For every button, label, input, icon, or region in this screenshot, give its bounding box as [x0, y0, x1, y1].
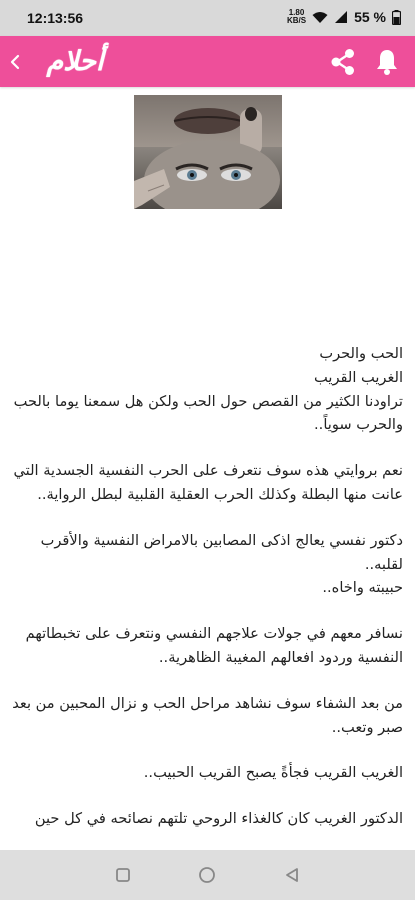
story-subtitle: الغريب القريب	[314, 368, 403, 386]
story-paragraph: نسافر معهم في جولات علاجهم النفسي ونتعرف على تخبطاتهم النفسية وردود افعالهم المغيبة الظاهرية..	[25, 625, 403, 666]
home-icon	[198, 866, 216, 884]
story-title: الحب والحرب	[319, 345, 403, 362]
share-icon	[329, 48, 357, 76]
story-paragraph: دكتور نفسي يعالج اذكى المصابين بالامراض النفسية والأقرب لقلبه..	[40, 531, 403, 573]
home-button[interactable]	[185, 850, 229, 900]
story-cover-image	[134, 95, 282, 209]
network-speed-unit: KB/S	[286, 16, 307, 25]
story-paragraph: الغريب القريب فجأةً يصبح القريب الحبيب..	[143, 764, 403, 782]
notifications-button[interactable]	[370, 36, 404, 87]
paragraph-gap	[12, 507, 403, 529]
app-logo: أحلام وعشق	[37, 46, 113, 121]
story-paragraph: نعم بروايتي هذه سوف نتعرف على الحرب النفسية الجسدية التي عانت منها البطلة وكذلك الحرب العقلية القلبية لبطل الرواية..	[13, 462, 403, 503]
cover-photo	[134, 95, 282, 209]
network-speed	[287, 9, 306, 25]
signal-icon	[334, 10, 348, 24]
story-paragraph: الدكتور الغريب كان كالغذاء الروحي تلتهم نصائحه في كل حين	[34, 810, 403, 828]
paragraph-gap	[12, 600, 403, 622]
back-nav-button[interactable]	[270, 850, 314, 900]
system-nav-bar	[0, 850, 415, 900]
app-toolbar	[0, 36, 415, 121]
story-paragraph: تراودنا الكثير من القصص حول الحب ولكن هل سمعنا يوما بالحب والحرب سوياً..	[13, 392, 403, 434]
network-speed-value: 1.80	[288, 8, 305, 17]
battery-icon	[392, 10, 401, 25]
recents-button[interactable]	[101, 850, 145, 900]
recents-icon	[115, 867, 131, 883]
paragraph-gap	[12, 437, 403, 459]
story-text	[12, 342, 403, 850]
battery-percent: 55 %	[354, 9, 386, 25]
story-paragraph: حبيبته واخاه..	[322, 579, 403, 597]
status-icons	[287, 9, 401, 25]
chevron-left-icon	[10, 54, 20, 70]
paragraph-gap	[12, 670, 403, 692]
bell-icon	[375, 48, 399, 76]
wifi-icon	[312, 11, 328, 24]
story-paragraph: من بعد الشفاء سوف نشاهد مراحل الحب و نزال المحبين من بعد صبر وتعب..	[12, 694, 403, 736]
status-bar	[0, 0, 415, 36]
back-button[interactable]	[4, 36, 26, 87]
paragraph-gap	[12, 785, 403, 807]
paragraph-gap	[12, 739, 403, 761]
share-button[interactable]	[326, 36, 360, 87]
status-time: 12:13:56	[27, 10, 84, 26]
back-triangle-icon	[284, 867, 300, 883]
